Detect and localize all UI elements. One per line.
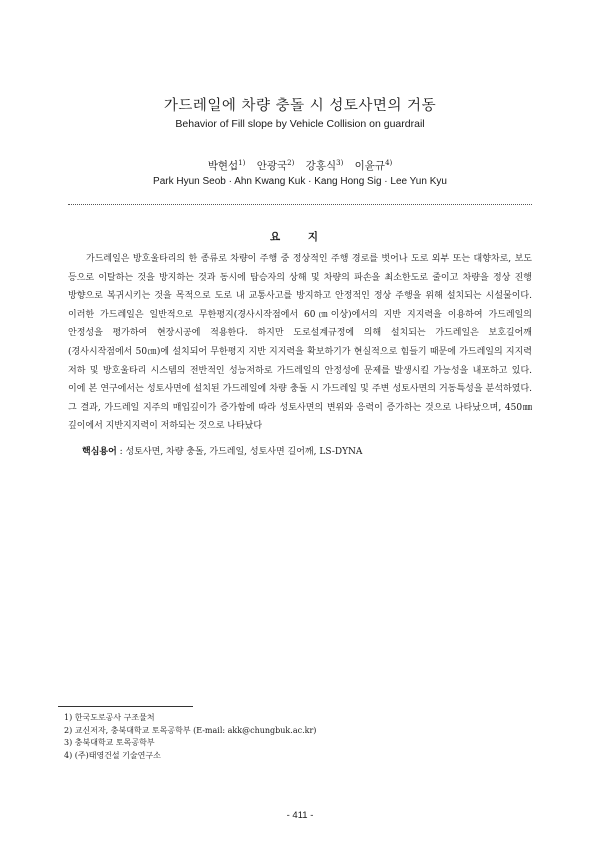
footnote-4: 4) (주)태영건설 기술연구소 <box>64 750 161 760</box>
footnotes <box>64 712 544 762</box>
footnote-rule <box>58 706 193 707</box>
author-name: 안광국 <box>256 160 288 172</box>
author-2 <box>257 160 295 172</box>
author-name: 이윤규 <box>354 160 386 172</box>
abstract-body: 가드레일은 방호울타리의 한 종류로 차량이 주행 중 정상적인 주행 경로를 벗어나 도로 외부 또는 대향차로, 보도 등으로 이탈하는 것을 방지하는 것과 동시에 탑승자의 상해 및 차량의 파손을 최소한도로 줄이고 차량을 정상 진행 방향으로 복귀시키는 것을 목적으로 도로 내 교통사고를 방지하고 안정적인 정상 주행을 위해 설치되는 시설물이다. 이러한 가드레일은 일반적으로 무한평지(경사시작점에서 60㎝이상)에서의 지반 지지력을 이용하여 가드레일의 안정성을 평가하여 현장시공에 적용한다. 하지만 도로설계규정에 의해 설치되는 가드레일은 보호길어깨(경사시작점에서 50㎝)에 설치되어 무한평지 지반 지지력을 확보하기가 현실적으로 힘들기 때문에 가드레일의 지지력 저하 및 방호울타리 시스템의 전반적인 성능저하로 가드레일의 안정성에 문제를 발생시킬 가능성을 내포하고 있다. 이에 본 연구에서는 성토사면에 설치된 가드레일에 차량 충돌 시 가드레일 및 주변 성토사면의 거동특성을 분석하였다. 그 결과, 가드레일 지주의 매입깊이가 증가함에 따라 성토사면의 변위와 응력이 증가하는 것으로 나타났으며, 450㎜ 깊이에서 지반지지력이 저하되는 것으로 나타났다 <box>68 254 532 432</box>
author-3 <box>306 160 344 172</box>
paper-title-english: Behavior of Fill slope by Vehicle Collision on guardrail <box>175 118 425 130</box>
author-1 <box>208 160 246 172</box>
page-number: - 411 - <box>286 810 314 821</box>
abstract-heading: 요 지 <box>270 231 330 243</box>
author-affiliation-mark: 2) <box>287 159 295 167</box>
footnote-3: 3) 충북대학교 토목공학부 <box>64 738 155 748</box>
author-affiliation-mark: 1) <box>238 159 246 167</box>
keywords-label: 핵심용어 <box>82 447 117 457</box>
dotted-divider <box>68 204 532 205</box>
author-affiliation-mark: 3) <box>336 159 344 167</box>
author-name: 박현섭 <box>207 160 239 172</box>
author-list-english: Park Hyun Seob · Ahn Kwang Kuk · Kang Hong Sig · Lee Yun Kyu <box>153 176 447 187</box>
author-affiliation-mark: 4) <box>385 159 393 167</box>
footnote-1: 1) 한국도로공사 구조물처 <box>64 713 155 722</box>
paper-title-korean: 가드레일에 차량 충돌 시 성토사면의 거동 <box>163 98 437 114</box>
keywords-separator: : <box>116 447 126 457</box>
author-4 <box>355 160 393 172</box>
author-name: 강홍식 <box>305 160 337 172</box>
footnote-2: 2) 교신저자, 충북대학교 토목공학부 (E-mail: akk@chungbuk.ac.kr) <box>64 725 317 735</box>
keywords-terms: 성토사면, 차량 충돌, 가드레일, 성토사면 길어깨, LS-DYNA <box>125 447 363 457</box>
author-list-korean <box>0 158 600 173</box>
keywords <box>82 444 532 457</box>
